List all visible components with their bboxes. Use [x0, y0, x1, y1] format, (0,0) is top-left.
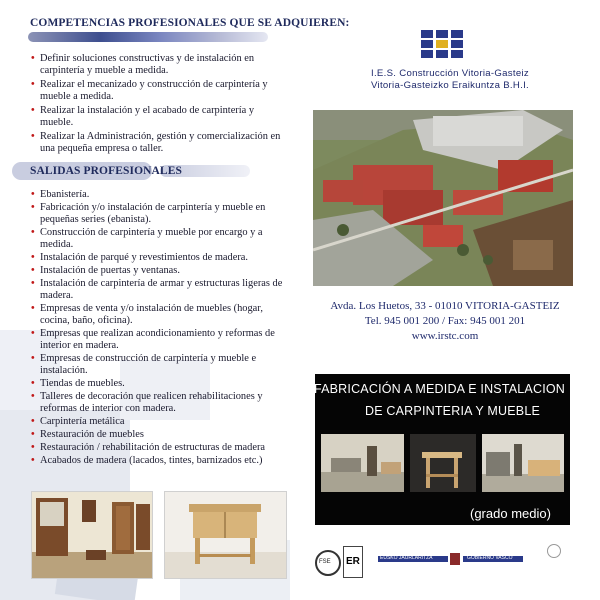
aerial-campus-photo [313, 110, 573, 286]
course-banner [315, 374, 570, 525]
list-item: • Instalación de carpintería de armar y estructuras ligeras de madera. [30, 278, 288, 302]
interior-door-photo [31, 491, 153, 579]
school-name-spanish: I.E.S. Construcción Vitoria-Gasteiz [370, 68, 530, 79]
salidas-list [30, 189, 288, 468]
competencias-list [30, 53, 288, 157]
list-item: • Empresas de venta y/o instalación de muebles (hogar, cocina, baño, oficina). [30, 303, 288, 327]
list-item: • Restauración de muebles [30, 429, 288, 441]
competencias-heading: COMPETENCIAS PROFESIONALES QUE SE ADQUIEREN: [30, 17, 350, 29]
wooden-cabinet-photo [164, 491, 287, 579]
stool-photo [410, 434, 476, 492]
list-item: • Ebanistería. [30, 189, 288, 201]
banner-title-line2: DE CARPINTERIA Y MUEBLE [364, 404, 541, 418]
list-item: • Fabricación y/o instalación de carpintería y mueble en pequeñas series (ebanista). [30, 202, 288, 226]
list-item: • Realizar la instalación y el acabado de carpintería y mueble. [30, 105, 288, 129]
gobierno-vasco-logo: GOBIERNO VASCO [463, 556, 523, 572]
workshop-photo [321, 434, 404, 492]
website-link[interactable]: www.irstc.com [411, 330, 479, 342]
banner-title-line1: FABRICACIÓN A MEDIDA E INSTALACION [313, 382, 566, 396]
school-name-basque: Vitoria-Gasteizko Eraikuntza B.H.I. [370, 80, 530, 91]
heading-underline-bar [28, 32, 268, 42]
list-item: • Realizar el mecanizado y construcción de carpintería y mueble a medida. [30, 79, 288, 103]
address-line: Avda. Los Huetos, 33 - 01010 VITORIA-GASTEIZ [330, 300, 560, 312]
list-item: • Instalación de puertas y ventanas. [30, 265, 288, 277]
list-item: • Realizar la Administración, gestión y comercialización en una pequeña empresa o taller. [30, 131, 288, 155]
er-certification-icon: ER [343, 546, 363, 578]
coat-of-arms-icon [450, 553, 460, 565]
school-logo-icon [421, 30, 463, 58]
list-item: • Tiendas de muebles. [30, 378, 288, 390]
list-item: • Empresas que realizan acondicionamiento y reformas de interior en madera. [30, 328, 288, 352]
list-item: • Talleres de decoración que realicen rehabilitaciones y reformas de interior con madera. [30, 391, 288, 415]
list-item: • Empresas de construcción de carpintería y mueble e instalación. [30, 353, 288, 377]
list-item: • Instalación de parqué y revestimientos de madera. [30, 252, 288, 264]
list-item: • Carpintería metálica [30, 416, 288, 428]
workshop-machines-photo [482, 434, 564, 492]
list-item: • Acabados de madera (lacados, tintes, barnizados etc.) [30, 455, 288, 467]
quality-seal-icon [538, 544, 568, 580]
list-item: • Construcción de carpintería y mueble por encargo y a medida. [30, 227, 288, 251]
phone-fax-line: Tel. 945 001 200 / Fax: 945 001 201 [364, 315, 526, 327]
list-item: • Restauración / rehabilitación de estructuras de madera [30, 442, 288, 454]
banner-level: (grado medio) [470, 506, 551, 521]
salidas-heading: SALIDAS PROFESIONALES [30, 165, 182, 177]
eusko-jaurlaritza-logo: EUSKO JAURLARITZA [378, 556, 448, 572]
list-item: • Definir soluciones constructivas y de instalación en carpintería y mueble a medida. [30, 53, 288, 77]
fse-logo-icon: FSE [315, 550, 341, 576]
